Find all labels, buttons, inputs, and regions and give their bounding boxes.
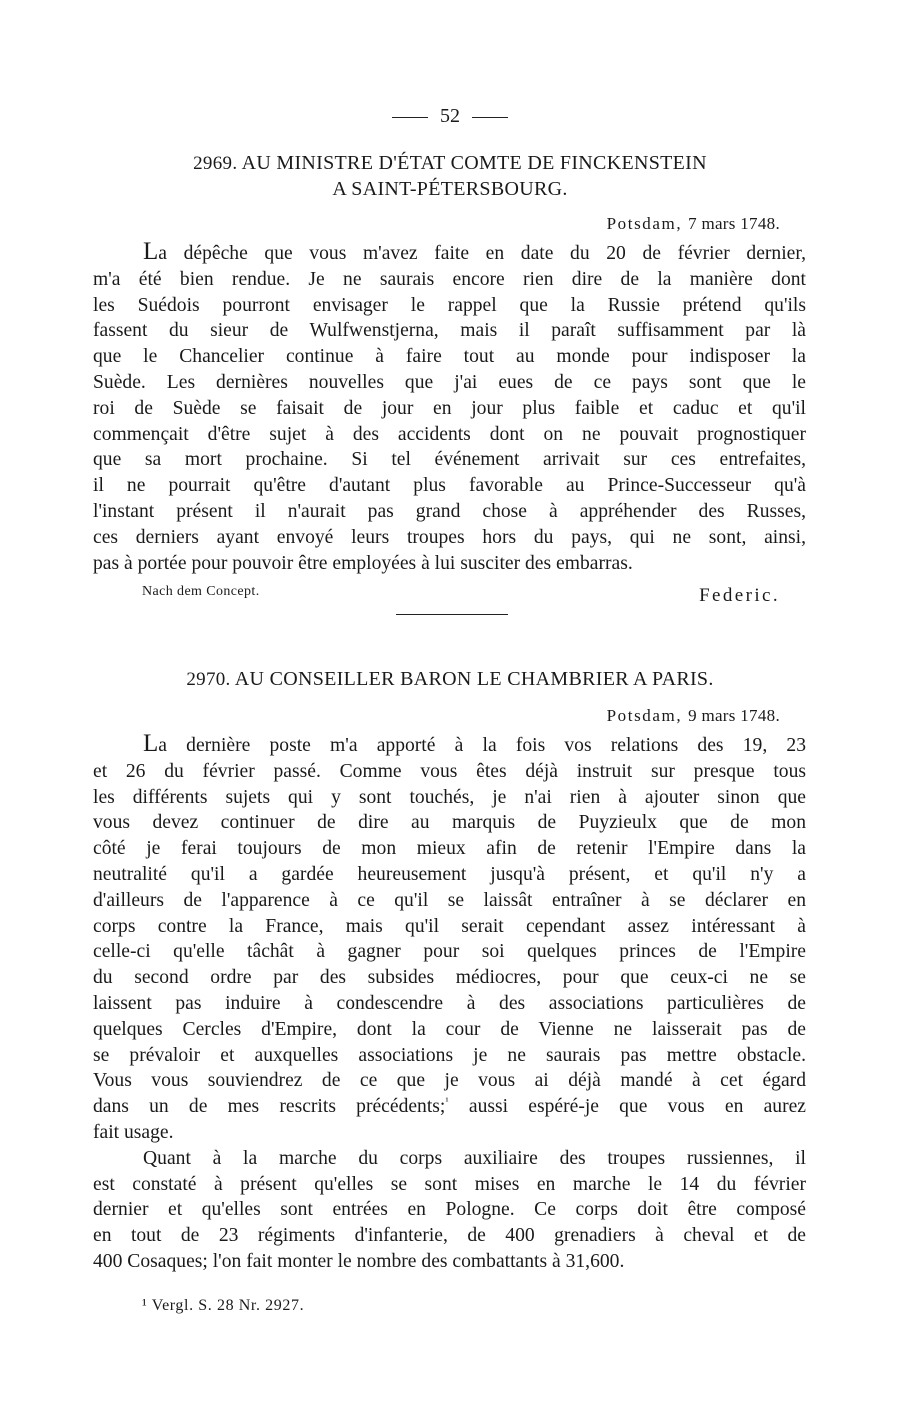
line-text: côté je ferai toujours de mon mieux afin de retenir l'Empire dans la [93, 838, 806, 859]
text-line [93, 862, 806, 888]
line-text: Quant à la marche du corps auxiliaire des troupes russiennes, il [143, 1148, 806, 1169]
text-line [93, 267, 806, 293]
page-number-dash-right [472, 117, 508, 118]
text-line [93, 1249, 806, 1275]
line-text: neutralité qu'il a gardée heureusement jusqu'à présent, et qu'il n'y a [93, 864, 806, 885]
line-text: dans un de mes rescrits précédents; [93, 1096, 446, 1117]
signature: Federic. [699, 585, 780, 606]
date-day: 9 mars 1748. [688, 706, 780, 725]
text-line [93, 1172, 806, 1198]
letter-2970-dateline [607, 705, 780, 727]
letter-number: 2969. [193, 153, 238, 174]
drop-letter: L [143, 730, 159, 757]
text-line [93, 785, 806, 811]
line-text: fait usage. [93, 1122, 174, 1143]
text-line [93, 1120, 806, 1146]
drop-letter: L [143, 238, 159, 265]
page-number-text: 52 [440, 105, 460, 127]
line-text: fassent du sieur de Wulfwenstjerna, mais il paraît suffisamment par là [93, 320, 806, 341]
letter-title-line2: A SAINT-PÉTERSBOURG. [332, 178, 568, 200]
letter-title: AU MINISTRE D'ÉTAT COMTE DE FINCKENSTEIN [241, 152, 707, 174]
letter-title: AU CONSEILLER BARON LE CHAMBRIER A PARIS. [234, 668, 714, 690]
letter-2969-heading-line2 [92, 176, 808, 202]
section-divider [396, 614, 508, 615]
line-text: que le Chancelier continue à faire tout au monde pour indisposer la [93, 346, 806, 367]
line-text: laissent pas induire à condescendre à des associations particulières de [93, 993, 806, 1014]
line-text: m'a été bien rendue. Je ne saurais encore rien dire de la manière dont [93, 269, 806, 290]
letter-2969-dateline [607, 213, 780, 235]
text-line [93, 1043, 806, 1069]
text-line [93, 1017, 806, 1043]
line-text: quelques Cercles d'Empire, dont la cour de Vienne ne laisserait pas de [93, 1019, 806, 1040]
footnote-reference: ¹ [445, 1095, 449, 1108]
text-line [93, 1223, 806, 1249]
source-note: Nach dem Concept. [142, 584, 260, 599]
line-text: aussi espéré-je que vous en aurez [448, 1096, 806, 1117]
text-line [93, 965, 806, 991]
text-line [93, 344, 806, 370]
page-number [0, 104, 900, 128]
text-line [93, 939, 806, 965]
line-text: 400 Cosaques; l'on fait monter le nombre des combattants à 31,600. [93, 1251, 625, 1272]
text-line [143, 238, 806, 267]
line-text: vous devez continuer de dire au marquis de Puyzieulx que de mon [93, 812, 806, 833]
text-line [93, 991, 806, 1017]
text-line [93, 318, 806, 344]
text-line [93, 1094, 806, 1120]
line-text: en tout de 23 régiments d'infanterie, de 400 grenadiers à cheval et de [93, 1225, 806, 1246]
line-text: pas à portée pour pouvoir être employées à lui susciter des embarras. [93, 553, 633, 574]
line-text: Vous vous souviendrez de ce que je vous ai déjà mandé à cet égard [93, 1070, 806, 1091]
line-text: est constaté à présent qu'elles se sont mises en marche le 14 du février [93, 1174, 806, 1195]
text-line [93, 888, 806, 914]
date-place: Potsdam, [606, 706, 683, 725]
line-text: les Suédois pourront envisager le rappel que la Russie prétend qu'ils [93, 295, 806, 316]
text-line [93, 293, 806, 319]
text-line [93, 499, 806, 525]
text-line [93, 447, 806, 473]
page-number-dash-left [392, 117, 428, 118]
text-line [93, 473, 806, 499]
line-text: dernier et qu'elles sont entrées en Pologne. Ce corps doit être composé [93, 1199, 806, 1220]
footnote: ¹ Vergl. S. 28 Nr. 2927. [142, 1297, 305, 1314]
text-line [143, 1146, 806, 1172]
text-line [93, 370, 806, 396]
letter-2969-heading-line1 [92, 150, 808, 177]
line-text: l'instant présent il n'aurait pas grand chose à appréhender des Russes, [93, 501, 806, 522]
line-text: du second ordre par des subsides médiocres, pour que ceux-ci ne se [93, 967, 806, 988]
line-text: et 26 du février passé. Comme vous êtes déjà instruit sur presque tous [93, 761, 806, 782]
text-line [93, 836, 806, 862]
date-day: 7 mars 1748. [688, 214, 780, 233]
line-text: les différents sujets qui y sont touchés, je n'ai rien à ajouter sinon que [93, 787, 806, 808]
line-text: celle-ci qu'elle tâchât à gagner pour soi quelques princes de l'Empire [93, 941, 806, 962]
line-text: roi de Suède se faisait de jour en jour plus faible et caduc et qu'il [93, 398, 806, 419]
line-text: corps contre la France, mais qu'il serait cependant assez intéressant à [93, 916, 806, 937]
line-text: a dernière poste m'a apporté à la fois vos relations des 19, 23 [158, 735, 806, 756]
letter-number: 2970. [186, 669, 231, 690]
line-text: Suède. Les dernières nouvelles que j'ai eues de ce pays sont que le [93, 372, 806, 393]
line-text: il ne pourrait qu'être d'autant plus favorable au Prince-Successeur qu'à [93, 475, 806, 496]
text-line [93, 1197, 806, 1223]
line-text: commençait d'être sujet à des accidents dont on ne pouvait prognostiquer [93, 424, 806, 445]
text-line [93, 551, 806, 577]
line-text: a dépêche que vous m'avez faite en date du 20 de février dernier, [158, 243, 806, 264]
text-line [93, 810, 806, 836]
text-line [93, 396, 806, 422]
text-line [93, 525, 806, 551]
letter-2970-heading [92, 666, 808, 693]
line-text: d'ailleurs de l'apparence à ce qu'il se laissât entraîner à se déclarer en [93, 890, 806, 911]
line-text: ces derniers ayant envoyé leurs troupes hors du pays, qui ne sont, ainsi, [93, 527, 806, 548]
date-place: Potsdam, [606, 214, 683, 233]
text-line [93, 759, 806, 785]
line-text: se prévaloir et auxquelles associations je ne saurais pas mettre obstacle. [93, 1045, 806, 1066]
text-line [93, 1068, 806, 1094]
text-line [93, 422, 806, 448]
text-line [93, 914, 806, 940]
line-text: que sa mort prochaine. Si tel événement arrivait sur ces entrefaites, [93, 449, 806, 470]
text-line [143, 730, 806, 759]
